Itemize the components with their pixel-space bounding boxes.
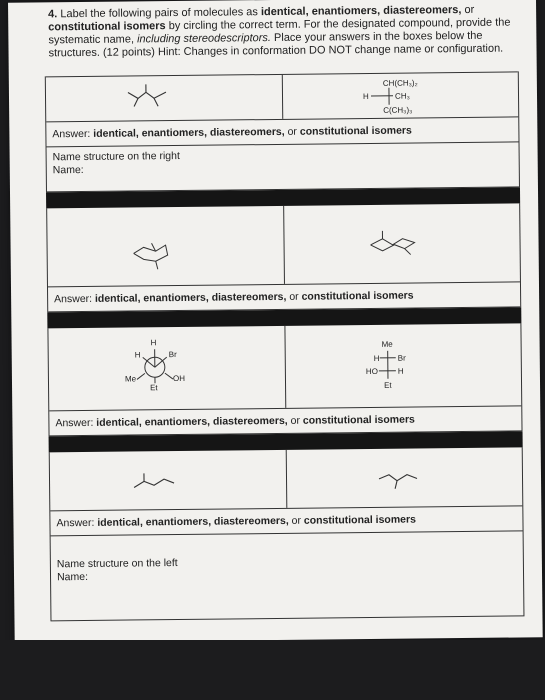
background-table [0, 640, 545, 700]
np-upper-right: Br [168, 350, 177, 360]
newman-projection-3 [48, 326, 285, 410]
answer-last: constitutional isomers [299, 124, 412, 138]
answer-prefix: Answer: [52, 127, 94, 141]
np-bottom: Et [150, 383, 158, 393]
fp1-left: H [362, 91, 369, 102]
intro-text-4: Place your answers in the boxes below the structures. (12 points) Hint: Changes in conformation DO NOT change name or configuration. [48, 29, 504, 60]
np-left: Me [124, 374, 137, 384]
answer-options: identical, enantiomers, diastereomers, [97, 514, 289, 529]
answer-last: constitutional isomers [301, 289, 414, 303]
pair-3-left-structure [48, 326, 285, 410]
answer-or: or [286, 290, 302, 303]
chair-structure-2 [284, 203, 521, 283]
answer-options: identical, enantiomers, diastereomers, [93, 125, 285, 140]
intro-text-1: Label the following pairs of molecules as [60, 6, 262, 21]
answer-prefix: Answer: [55, 416, 97, 430]
answer-last: constitutional isomers [302, 413, 415, 427]
fp1-bottom: C(CH₃)₃ [383, 105, 413, 115]
pair-4 [49, 447, 525, 621]
fischer-projection-1 [283, 72, 519, 118]
np-upper-left: H [134, 350, 141, 360]
name-box-4[interactable] [51, 531, 524, 621]
pair-1-left-structure [46, 75, 282, 121]
intro-term-last: constitutional isomers [48, 20, 166, 34]
answer-prefix: Answer: [54, 292, 96, 306]
np-top: H [150, 338, 157, 348]
skeletal-structure-4b [287, 447, 524, 507]
intro-terms: identical, enantiomers, diastereomers, [260, 4, 462, 19]
pair-2-left-structure [47, 206, 284, 286]
skeletal-structure-1 [46, 75, 282, 121]
answer-options: identical, enantiomers, diastereomers, [94, 290, 287, 305]
fp3-r2-left: HO [365, 366, 378, 377]
pair-3 [47, 323, 522, 436]
pair-4-right-structure [286, 447, 524, 507]
fp1-top: CH(CH₃)₂ [382, 78, 418, 88]
answer-last: constitutional isomers [303, 513, 416, 527]
name-box-4-name: Name: [56, 570, 89, 584]
fischer-projection-3 [285, 323, 522, 407]
answer-line-2[interactable] [48, 282, 520, 312]
answer-options: identical, enantiomers, diastereomers, [96, 414, 288, 429]
pair-4-left-structure [50, 450, 287, 510]
pair-1 [45, 71, 520, 192]
answer-prefix: Answer: [56, 516, 98, 530]
answer-or: or [288, 514, 304, 527]
name-box-4-label: Name structure on the left [56, 557, 178, 571]
question-number: 4. [48, 8, 58, 21]
pair-1-right-structure [282, 72, 519, 118]
answer-grid [45, 71, 525, 621]
question-intro [48, 3, 519, 60]
fp3-r1-right: Br [397, 353, 406, 363]
pair-2-right-structure [283, 203, 521, 283]
pair-3-right-structure [284, 323, 522, 407]
fp3-top: Me [381, 339, 393, 349]
name-box-1[interactable] [47, 142, 519, 192]
np-right: OH [172, 373, 186, 384]
answer-line-3[interactable] [49, 406, 521, 436]
name-box-1-name: Name: [52, 163, 84, 177]
intro-italic: including stereodescriptors. [136, 32, 272, 46]
fp3-bottom: Et [383, 380, 392, 390]
intro-text-2: or [461, 3, 475, 17]
worksheet-page [8, 0, 543, 643]
fp1-right: CH₃ [394, 91, 410, 101]
pair-2 [46, 203, 521, 312]
fp3-r2-right: H [397, 366, 404, 376]
skeletal-structure-2 [47, 206, 284, 286]
intro-text-3: by circling the correct term. For the designated compound, provide the systematic name, [48, 16, 511, 47]
answer-or: or [284, 125, 300, 138]
answer-or: or [287, 414, 303, 427]
fp3-r1-left: H [373, 353, 380, 363]
name-box-1-label: Name structure on the right [52, 149, 180, 164]
skeletal-structure-4 [50, 450, 287, 510]
